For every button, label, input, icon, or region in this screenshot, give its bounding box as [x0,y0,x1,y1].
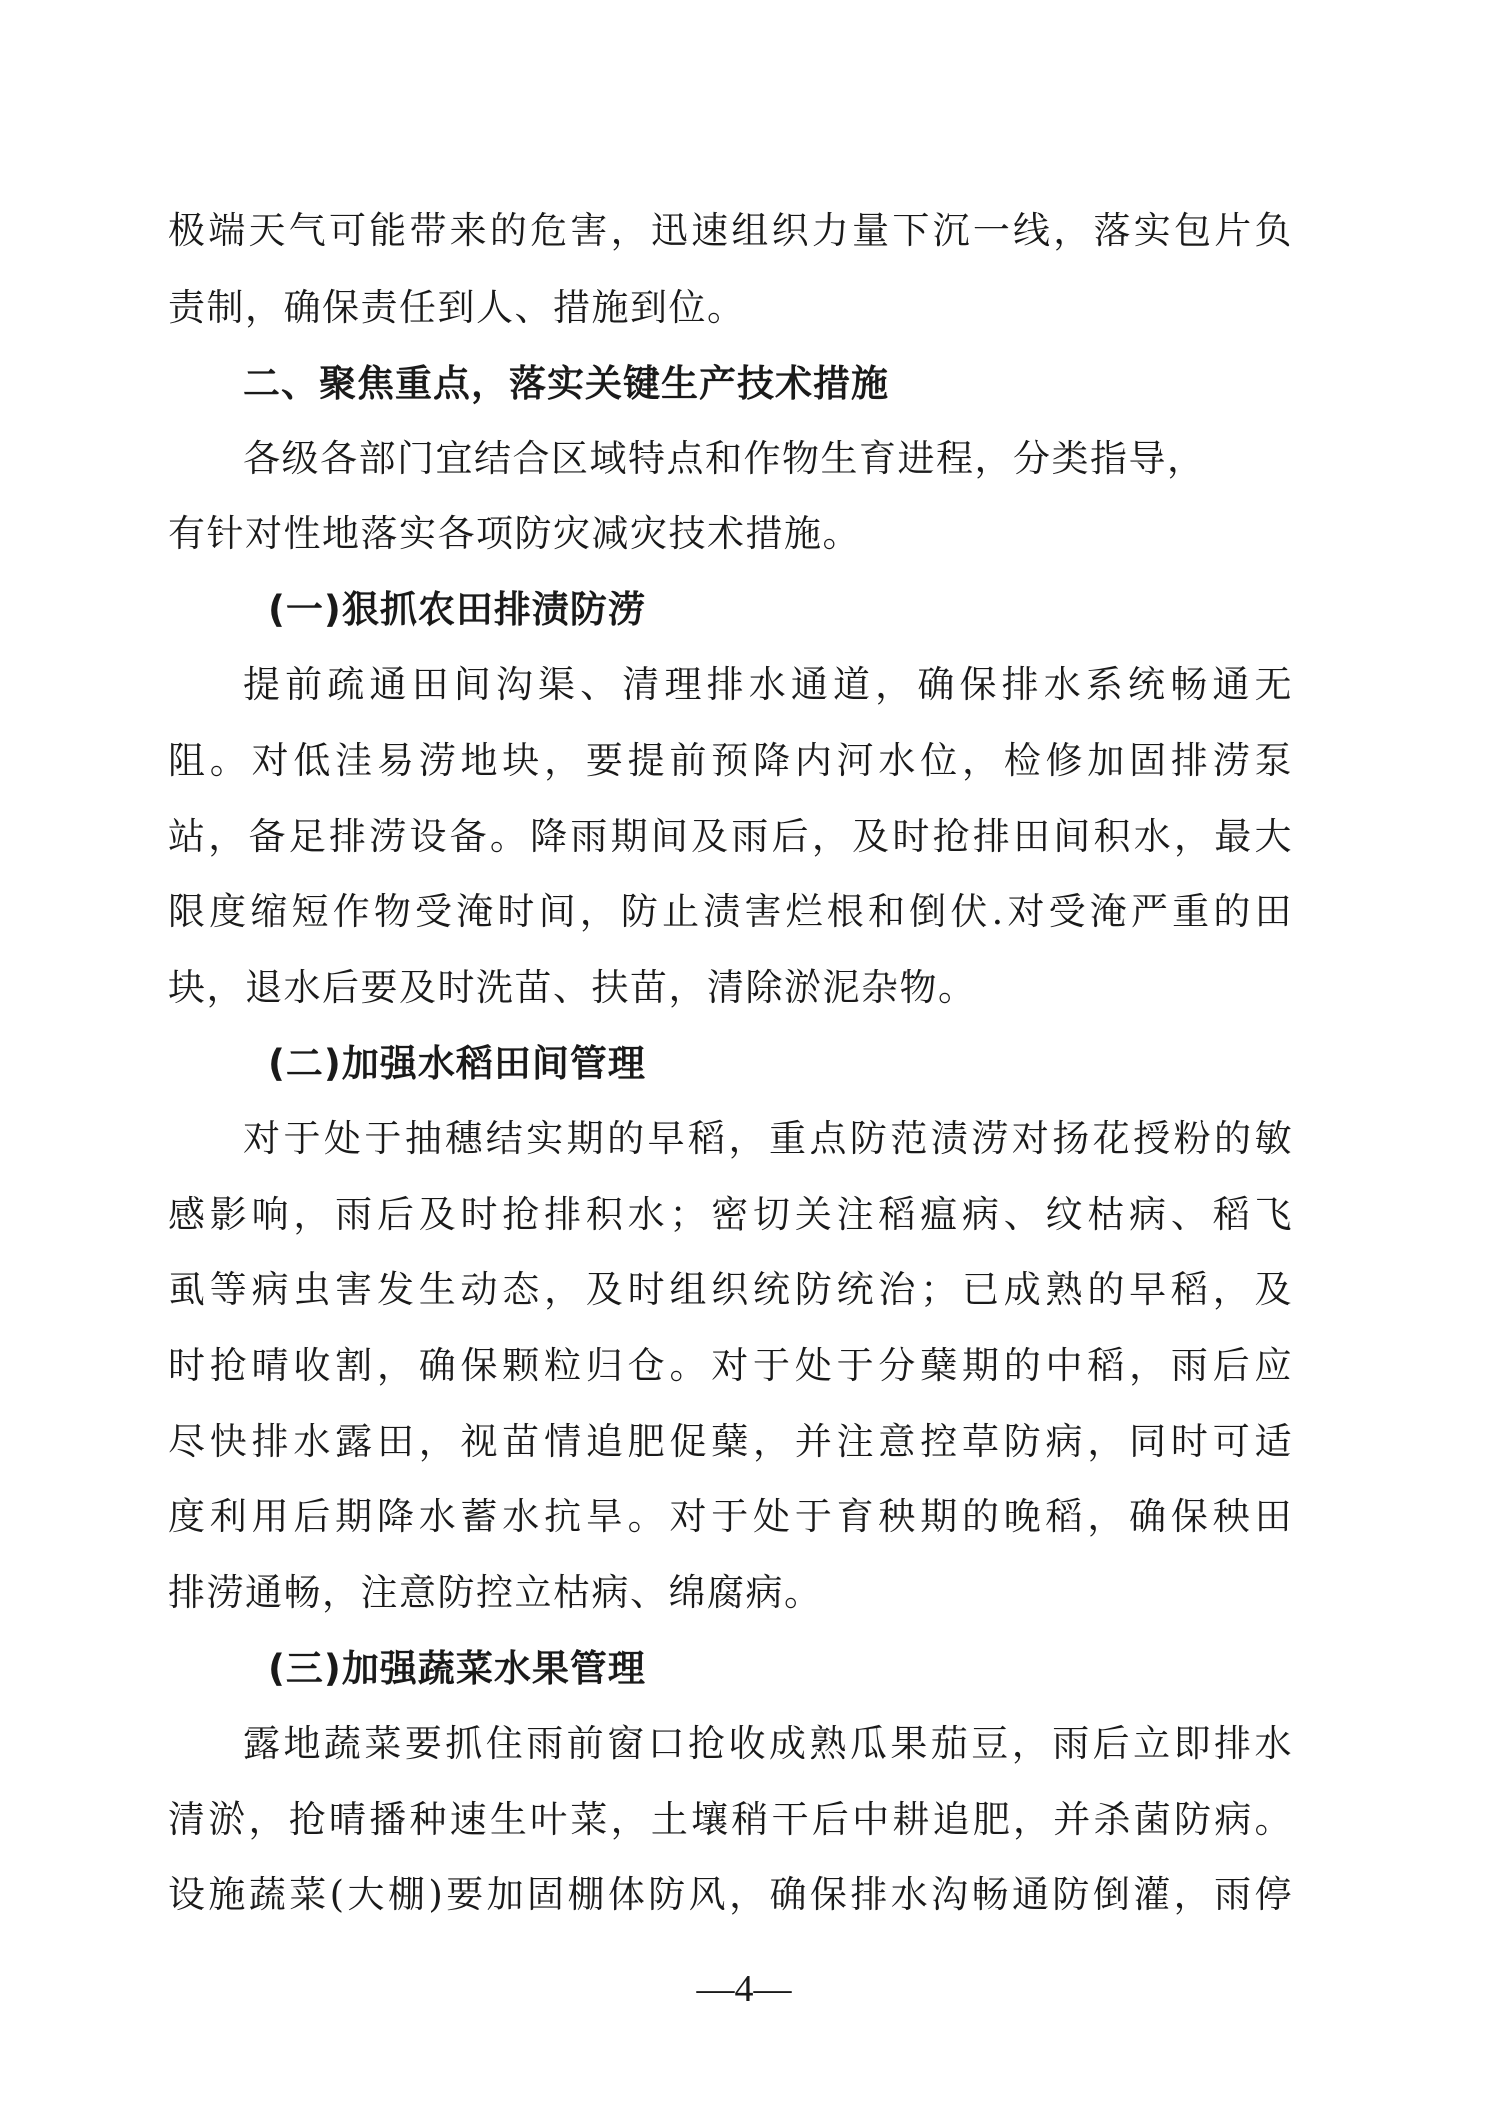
text-line: 排涝通畅，注意防控立枯病、绵腐病。 [168,1571,823,1614]
text-line: 各级各部门宜结合区域特点和作物生育进程，分类指导， [243,437,1206,480]
text-line: 露地蔬菜要抓住雨前窗口抢收成熟瓜果茄豆，雨后立即排水 [243,1722,1293,1765]
text-line: 度利用后期降水蓄水抗旱。对于处于育秧期的晚稻，确保秧田 [168,1495,1293,1538]
text-line: 对于处于抽穗结实期的早稻，重点防范渍涝对扬花授粉的敏 [243,1117,1293,1160]
subsection-heading: (一)狠抓农田排渍防涝 [268,588,646,631]
text-line: 极端天气可能带来的危害，迅速组织力量下沉一线，落实包片负 [168,209,1293,252]
text-line: 感影响，雨后及时抢排积水；密切关注稻瘟病、纹枯病、稻飞 [168,1193,1293,1236]
text-line: 尽快排水露田，视苗情追肥促蘖，并注意控草防病，同时可适 [168,1420,1293,1463]
subsection-heading: (三)加强蔬菜水果管理 [268,1647,646,1690]
page-number: —4— [696,1968,792,2010]
text-line: 阻。对低洼易涝地块，要提前预降内河水位，检修加固排涝泵 [168,739,1293,782]
text-line: 时抢晴收割，确保颗粒归仓。对于处于分蘖期的中稻，雨后应 [168,1344,1293,1387]
section-heading: 二、聚焦重点，落实关键生产技术措施 [243,362,889,405]
text-line: 提前疏通田间沟渠、清理排水通道，确保排水系统畅通无 [243,663,1293,706]
text-line: 站，备足排涝设备。降雨期间及雨后，及时抢排田间积水，最大 [168,815,1293,858]
text-line: 责制，确保责任到人、措施到位。 [168,286,746,329]
text-line: 清淤，抢晴播种速生叶菜，土壤稍干后中耕追肥，并杀菌防病。 [168,1798,1293,1841]
text-line: 限度缩短作物受淹时间，防止渍害烂根和倒伏.对受淹严重的田 [168,890,1293,933]
text-line: 设施蔬菜(大棚)要加固棚体防风，确保排水沟畅通防倒灌，雨停 [168,1873,1293,1916]
text-line: 虱等病虫害发生动态，及时组织统防统治；已成熟的早稻，及 [168,1268,1293,1311]
subsection-heading: (二)加强水稻田间管理 [268,1042,646,1085]
text-line: 块，退水后要及时洗苗、扶苗，清除淤泥杂物。 [168,966,977,1009]
text-line: 有针对性地落实各项防灾减灾技术措施。 [168,512,861,555]
